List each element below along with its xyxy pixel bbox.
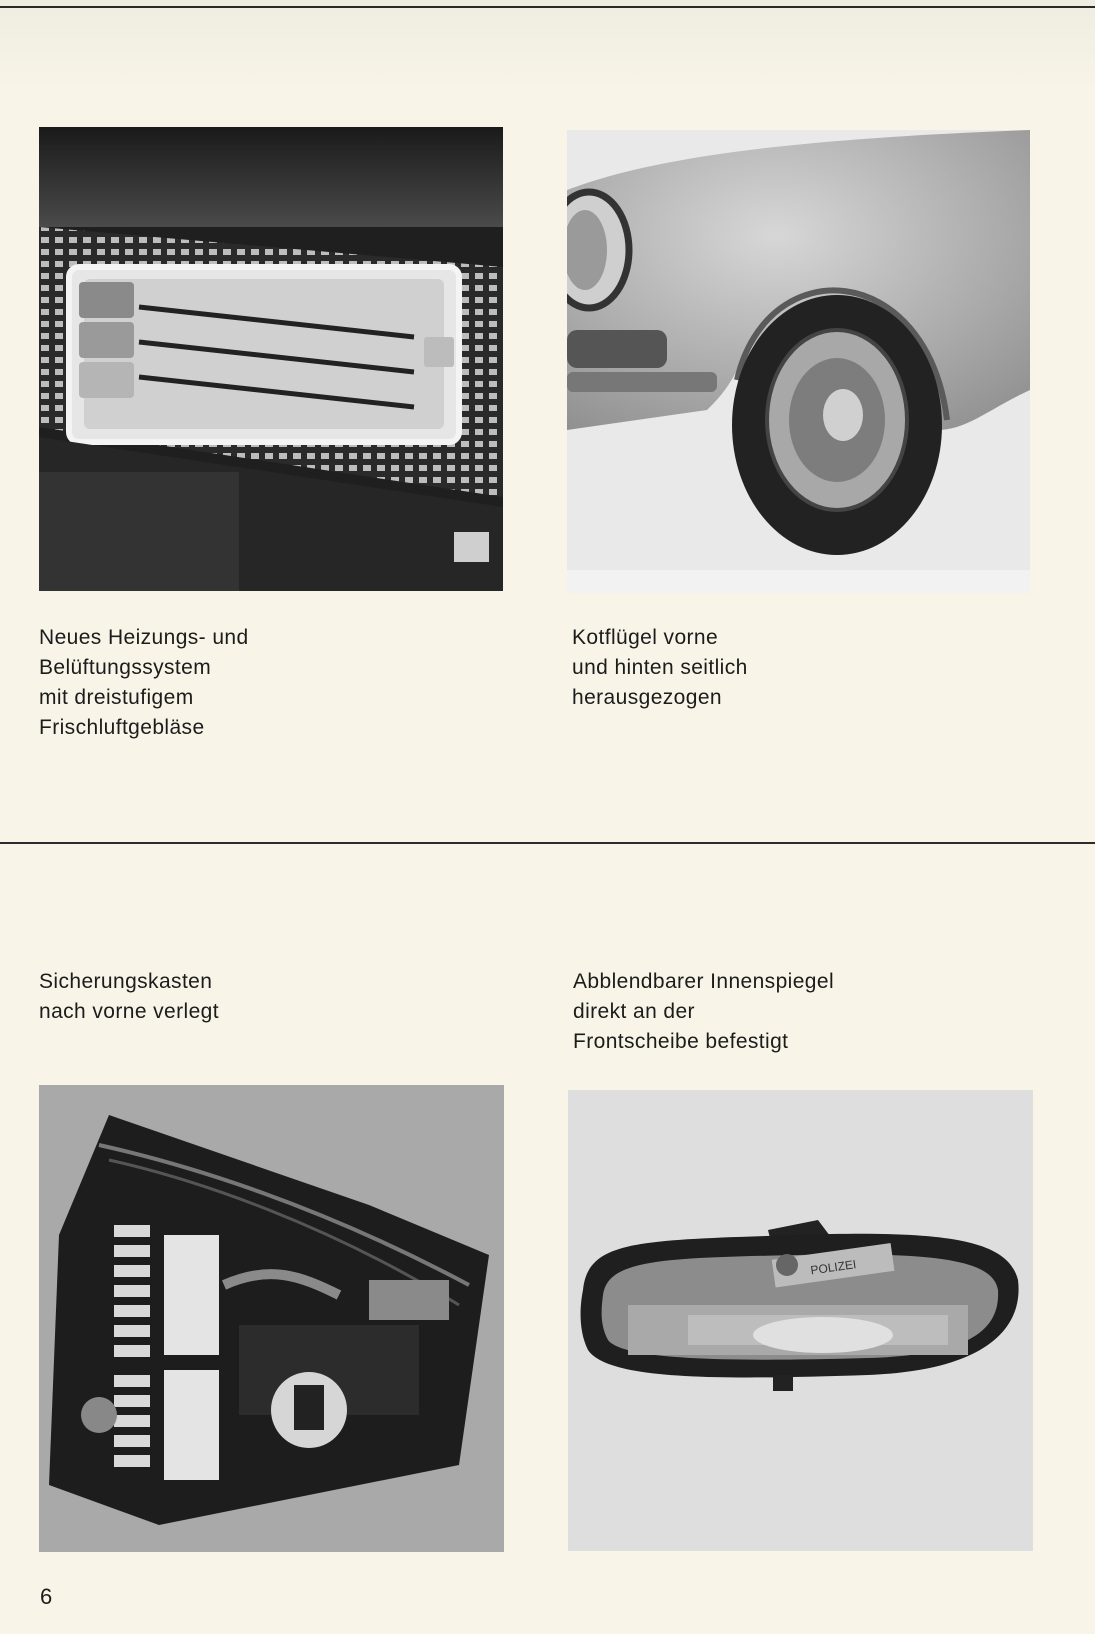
caption-line: und hinten seitlich <box>572 656 748 679</box>
caption-line: Belüftungssystem <box>39 656 212 679</box>
caption-line: Kotflügel vorne <box>572 626 719 649</box>
caption-fuse-box <box>39 967 219 1027</box>
top-rule <box>0 6 1095 8</box>
front-fender-wheel-photo <box>567 130 1030 593</box>
fuse-box-photo <box>39 1085 504 1552</box>
caption-line: direkt an der <box>573 1000 695 1023</box>
caption-line: herausgezogen <box>572 686 722 709</box>
caption-line: Sicherungskasten <box>39 970 213 993</box>
heater-ventilation-controls-photo <box>39 127 503 591</box>
section-divider <box>0 842 1095 844</box>
caption-line: mit dreistufigem <box>39 686 194 709</box>
caption-heater-ventilation <box>39 623 249 743</box>
caption-rearview-mirror <box>573 967 834 1057</box>
page-number: 6 <box>40 1584 53 1609</box>
caption-front-fender <box>572 623 748 713</box>
caption-line: Abblendbarer Innenspiegel <box>573 970 835 993</box>
caption-line: Frischluftgebläse <box>39 716 205 739</box>
mirror-sticker-text: POLIZEI <box>809 1257 858 1278</box>
page-top-shade <box>0 0 1095 90</box>
caption-line: Neues Heizungs- und <box>39 626 249 649</box>
caption-line: Frontscheibe befestigt <box>573 1030 789 1053</box>
caption-line: nach vorne verlegt <box>39 1000 219 1023</box>
rearview-mirror-photo <box>568 1090 1033 1551</box>
